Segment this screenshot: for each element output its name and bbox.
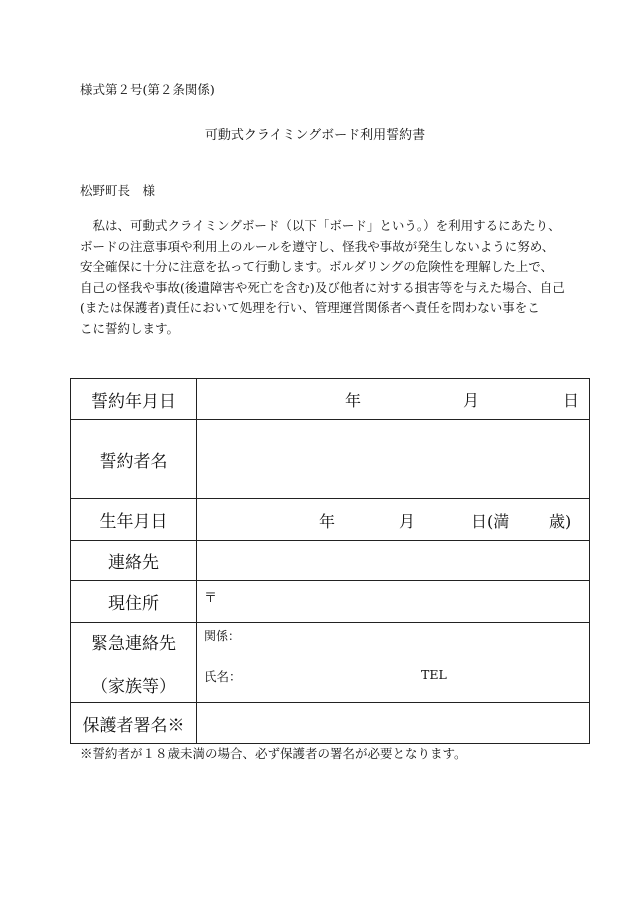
pledge-line: 自己の怪我や事故(後遺障害や死亡を含む)及び他者に対する損害等を与えた場合、自己 bbox=[80, 279, 565, 295]
tel-label: TEL bbox=[421, 667, 447, 682]
row-emergency-contact bbox=[71, 623, 590, 703]
row-contact bbox=[71, 541, 590, 581]
emergency-label-line1: 緊急連絡先 bbox=[91, 633, 176, 654]
pledge-form-table bbox=[70, 378, 590, 744]
row-address bbox=[71, 581, 590, 623]
contact-label: 連絡先 bbox=[71, 541, 197, 581]
emergency-contact-field[interactable] bbox=[197, 623, 590, 703]
emergency-contact-label bbox=[71, 623, 197, 703]
pledge-line: ボードの注意事項や利用上のルールを遵守し、怪我や事故が発生しないように努め、 bbox=[80, 238, 555, 254]
pledge-month-unit: 月 bbox=[463, 391, 480, 410]
pledge-line: 私は、可動式クライミングボード（以下「ボード」という。）を利用するにあたり、 bbox=[80, 218, 561, 233]
name-label: 氏名： bbox=[204, 669, 242, 684]
row-pledger-name bbox=[71, 420, 590, 499]
birth-month-unit: 月 bbox=[399, 512, 416, 531]
birth-day-unit: 日(満 bbox=[471, 512, 510, 531]
pledger-name-label: 誓約者名 bbox=[71, 420, 197, 499]
footnote: ※誓約者が１８歳未満の場合、必ず保護者の署名が必要となります。 bbox=[80, 746, 467, 761]
pledge-line: こに誓約します。 bbox=[80, 320, 180, 336]
birth-date-field[interactable] bbox=[197, 499, 590, 541]
pledge-date-label: 誓約年月日 bbox=[71, 379, 197, 420]
row-guardian-signature bbox=[71, 703, 590, 744]
form-number: 様式第２号(第２条関係) bbox=[80, 82, 215, 97]
row-pledge-date bbox=[71, 379, 590, 420]
address-label: 現住所 bbox=[71, 581, 197, 623]
row-birth-date bbox=[71, 499, 590, 541]
pledge-date-field[interactable] bbox=[197, 379, 590, 420]
birth-year-unit: 年 bbox=[319, 512, 336, 531]
guardian-signature-field[interactable] bbox=[197, 703, 590, 744]
contact-field[interactable] bbox=[197, 541, 590, 581]
birth-date-label: 生年月日 bbox=[71, 499, 197, 541]
relation-label: 関係： bbox=[204, 629, 241, 643]
postal-mark: 〒 bbox=[204, 591, 218, 606]
guardian-signature-label: 保護者署名※ bbox=[71, 703, 197, 744]
emergency-label-line2: （家族等） bbox=[91, 676, 176, 697]
addressee: 松野町長 様 bbox=[80, 183, 156, 198]
pledge-statement bbox=[80, 216, 590, 339]
document-title: 可動式クライミングボード利用誓約書 bbox=[204, 128, 426, 143]
pledger-name-field[interactable] bbox=[197, 420, 590, 499]
address-field[interactable] bbox=[197, 581, 590, 623]
pledge-year-unit: 年 bbox=[345, 391, 362, 410]
pledge-line: (または保護者)責任において処理を行い、管理運営関係者へ責任を問わない事をこ bbox=[80, 300, 540, 315]
pledge-line: 安全確保に十分に注意を払って行動します。ボルダリングの危険性を理解した上で、 bbox=[80, 259, 554, 274]
pledge-day-unit: 日 bbox=[563, 391, 580, 410]
age-unit: 歳) bbox=[549, 512, 572, 531]
